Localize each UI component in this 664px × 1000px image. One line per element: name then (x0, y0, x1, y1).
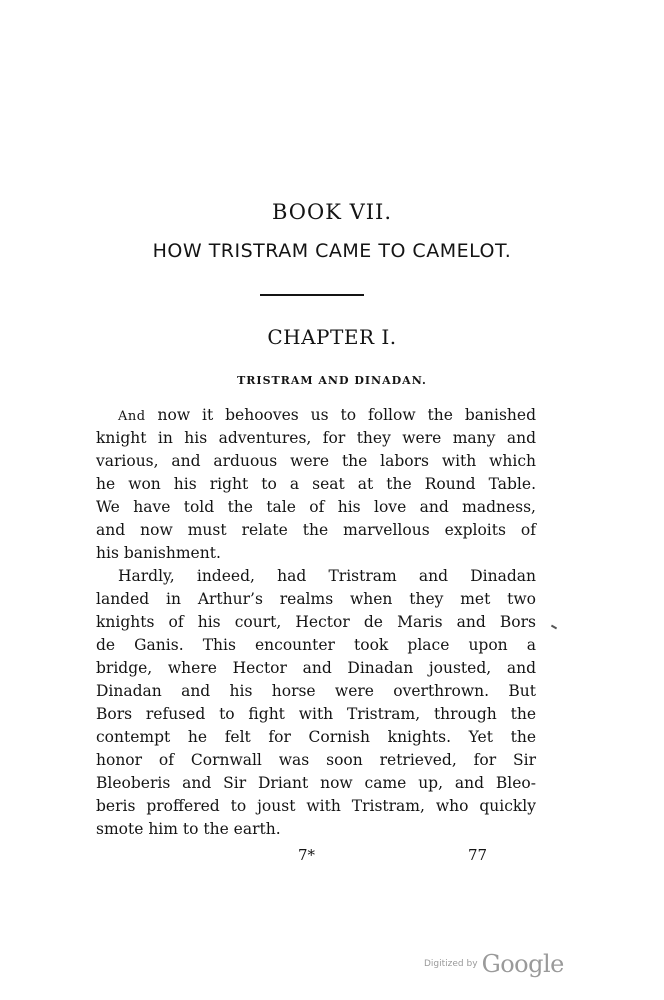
digitized-watermark (424, 950, 564, 980)
text-line: honor of Cornwall was soon retrieved, for Sir (96, 751, 536, 769)
text-line: bridge, where Hector and Dinadan jousted, and (96, 659, 536, 677)
text-line: he won his right to a seat at the Round Table. (96, 475, 536, 493)
text-line: various, and arduous were the labors with which (96, 452, 536, 470)
signature-mark: 7* (298, 846, 316, 864)
text-line: contempt he felt for Cornish knights. Yet the (96, 728, 536, 746)
paragraph-2 (96, 565, 536, 841)
text-line: smote him to the earth. (96, 820, 281, 838)
text-line: Hardly, indeed, had Tristram and Dinadan (118, 567, 536, 585)
paragraph-1 (96, 404, 536, 565)
text-line: We have told the tale of his love and madness, (96, 498, 536, 516)
chapter-heading: CHAPTER I. (267, 325, 397, 349)
text-line: knights of his court, Hector de Maris and Bors (96, 613, 536, 631)
text-line: Dinadan and his horse were overthrown. But (96, 682, 536, 700)
text-line: knight in his adventures, for they were many and (96, 429, 536, 447)
chapter-subtitle: TRISTRAM AND DINADAN. (237, 374, 427, 387)
page-number: 77 (468, 846, 488, 864)
text-line: Bors refused to fight with Tristram, through the (96, 705, 536, 723)
text-line: Bleoberis and Sir Driant now came up, and Bleo- (96, 774, 536, 792)
dropcap-word: And (118, 409, 146, 424)
margin-mark (551, 625, 557, 630)
text-line: landed in Arthur’s realms when they met two (96, 590, 536, 608)
section-divider (260, 294, 364, 296)
watermark-prefix: Digitized by (424, 959, 478, 969)
text-line: his banishment. (96, 544, 221, 562)
text-line (96, 404, 536, 427)
line-text: now it behooves us to follow the banished (145, 406, 536, 424)
text-line: and now must relate the marvellous exploits of (96, 521, 536, 539)
book-title: HOW TRISTRAM CAME TO CAMELOT. (152, 240, 512, 262)
book-label: BOOK VII. (271, 200, 393, 224)
text-line: beris proffered to joust with Tristram, who quickly (96, 797, 536, 815)
text-line: de Ganis. This encounter took place upon a (96, 636, 536, 654)
google-logo: Google (481, 950, 564, 978)
